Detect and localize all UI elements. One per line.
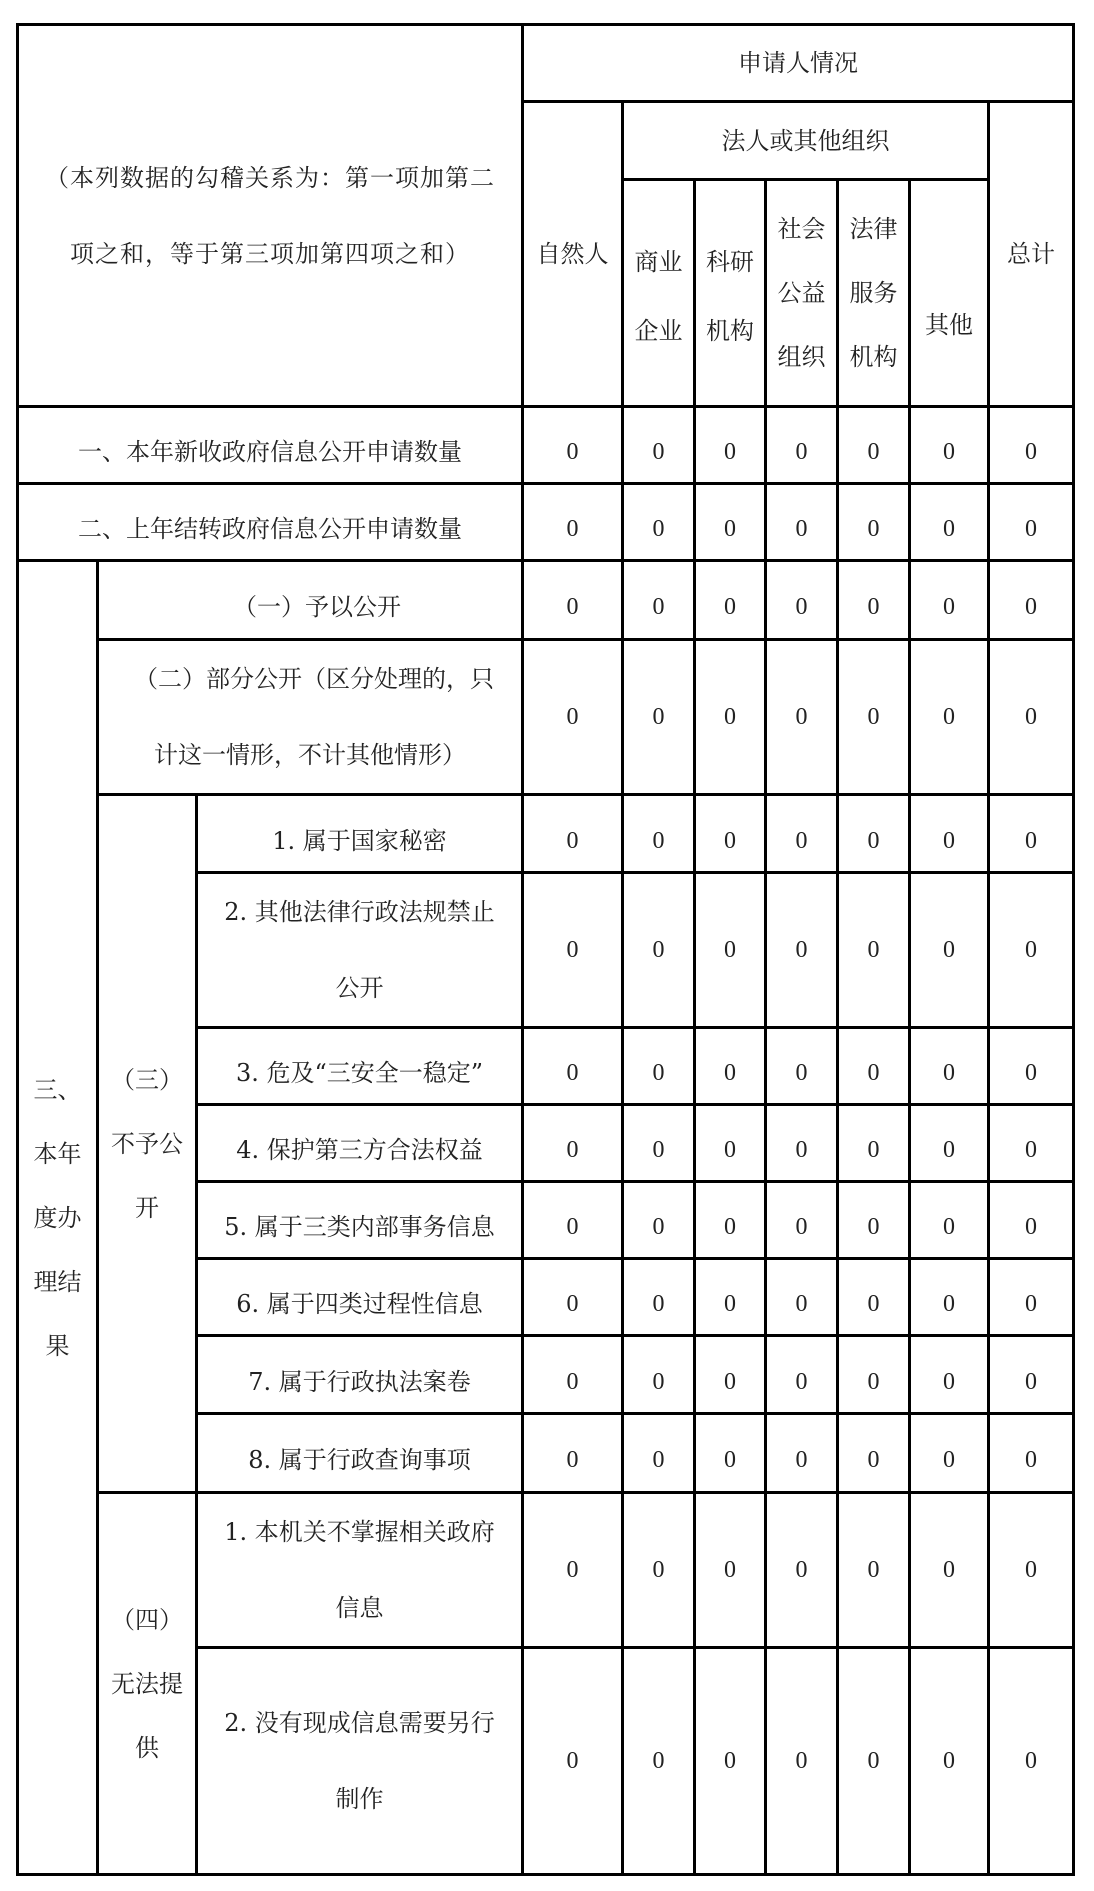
- cell-natural-person: 0: [523, 640, 623, 795]
- cell-natural-person: 0: [523, 795, 623, 873]
- row-label-admin-inquiry: 8. 属于行政查询事项: [197, 1414, 523, 1493]
- cell-research: 0: [695, 1028, 766, 1105]
- cell-legal-service: 0: [838, 1259, 910, 1336]
- header-applicant-situation: 申请人情况: [523, 25, 1074, 102]
- row-label-not-held: 1. 本机关不掌握相关政府 信息: [197, 1493, 523, 1648]
- cell-research: 0: [695, 1259, 766, 1336]
- cell-other: 0: [910, 1648, 989, 1875]
- cell-commercial: 0: [623, 1336, 695, 1414]
- table-row: [18, 561, 1074, 640]
- cell-commercial: 0: [623, 407, 695, 484]
- not-disclosed-label: （三） 不予公 开: [98, 795, 197, 1493]
- cell-commercial: 0: [623, 1493, 695, 1648]
- cell-total: 0: [989, 561, 1074, 640]
- cell-research: 0: [695, 1493, 766, 1648]
- cell-legal-service: 0: [838, 407, 910, 484]
- cell-social-welfare: 0: [766, 1105, 838, 1182]
- checksum-note: [18, 25, 523, 407]
- cell-research: 0: [695, 1336, 766, 1414]
- cell-research: 0: [695, 1648, 766, 1875]
- cell-other: 0: [910, 1336, 989, 1414]
- note-line-1: （本列数据的勾稽关系为：第一项加第二: [45, 163, 495, 192]
- cell-other: 0: [910, 873, 989, 1028]
- table-row: [18, 795, 1074, 873]
- cell-total: 0: [989, 407, 1074, 484]
- cell-legal-service: 0: [838, 1414, 910, 1493]
- cell-legal-service: 0: [838, 1336, 910, 1414]
- row-label-state-secret: 1. 属于国家秘密: [197, 795, 523, 873]
- row-label-disclosed: （一）予以公开: [98, 561, 523, 640]
- cell-research: 0: [695, 1105, 766, 1182]
- cell-commercial: 0: [623, 1648, 695, 1875]
- cell-total: 0: [989, 640, 1074, 795]
- cell-social-welfare: 0: [766, 1648, 838, 1875]
- cell-total: 0: [989, 1182, 1074, 1259]
- cell-legal-service: 0: [838, 1493, 910, 1648]
- gov-info-disclosure-table: [16, 23, 1075, 1876]
- cell-research: 0: [695, 1414, 766, 1493]
- cell-other: 0: [910, 1105, 989, 1182]
- cell-commercial: 0: [623, 795, 695, 873]
- header-total: 总计: [989, 102, 1074, 407]
- cell-legal-service: 0: [838, 873, 910, 1028]
- cell-legal-service: 0: [838, 484, 910, 561]
- table-row: [18, 1493, 1074, 1648]
- row-label-new-requests: 一、本年新收政府信息公开申请数量: [18, 407, 523, 484]
- cell-social-welfare: 0: [766, 640, 838, 795]
- row-label-internal-affairs: 5. 属于三类内部事务信息: [197, 1182, 523, 1259]
- cell-research: 0: [695, 795, 766, 873]
- cell-legal-service: 0: [838, 1182, 910, 1259]
- cell-natural-person: 0: [523, 1336, 623, 1414]
- cell-other: 0: [910, 484, 989, 561]
- row-label-needs-new-production: 2. 没有现成信息需要另行 制作: [197, 1648, 523, 1875]
- cell-other: 0: [910, 407, 989, 484]
- cell-natural-person: 0: [523, 1648, 623, 1875]
- cell-legal-service: 0: [838, 1028, 910, 1105]
- cell-social-welfare: 0: [766, 1259, 838, 1336]
- cell-research: 0: [695, 873, 766, 1028]
- row-label-third-party-rights: 4. 保护第三方合法权益: [197, 1105, 523, 1182]
- cell-legal-service: 0: [838, 561, 910, 640]
- cell-commercial: 0: [623, 1182, 695, 1259]
- cell-natural-person: 0: [523, 1182, 623, 1259]
- cell-research: 0: [695, 561, 766, 640]
- cell-commercial: 0: [623, 1414, 695, 1493]
- cell-total: 0: [989, 1414, 1074, 1493]
- cell-social-welfare: 0: [766, 1336, 838, 1414]
- cell-legal-service: 0: [838, 1648, 910, 1875]
- header-other: 其他: [910, 180, 989, 407]
- cell-natural-person: 0: [523, 561, 623, 640]
- header-social-welfare-org: 社会 公益 组织: [766, 180, 838, 407]
- row-label-carried-over: 二、上年结转政府信息公开申请数量: [18, 484, 523, 561]
- cell-total: 0: [989, 484, 1074, 561]
- section3-label: 三、 本年 度办 理结 果: [18, 561, 98, 1875]
- cell-total: 0: [989, 1493, 1074, 1648]
- cell-natural-person: 0: [523, 1414, 623, 1493]
- cell-commercial: 0: [623, 484, 695, 561]
- cell-legal-service: 0: [838, 1105, 910, 1182]
- cell-natural-person: 0: [523, 407, 623, 484]
- cell-other: 0: [910, 795, 989, 873]
- cell-total: 0: [989, 1336, 1074, 1414]
- cell-other: 0: [910, 1493, 989, 1648]
- cell-social-welfare: 0: [766, 1182, 838, 1259]
- cell-other: 0: [910, 1182, 989, 1259]
- cell-natural-person: 0: [523, 1028, 623, 1105]
- cell-other: 0: [910, 640, 989, 795]
- cell-commercial: 0: [623, 1105, 695, 1182]
- row-label-process-info: 6. 属于四类过程性信息: [197, 1259, 523, 1336]
- cell-natural-person: 0: [523, 484, 623, 561]
- cell-commercial: 0: [623, 640, 695, 795]
- note-line-2: 项之和，等于第三项加第四项之和）: [70, 239, 470, 268]
- cell-total: 0: [989, 873, 1074, 1028]
- cell-commercial: 0: [623, 1028, 695, 1105]
- cell-total: 0: [989, 1105, 1074, 1182]
- cell-research: 0: [695, 1182, 766, 1259]
- cell-research: 0: [695, 640, 766, 795]
- cell-other: 0: [910, 1259, 989, 1336]
- table-row: [18, 484, 1074, 561]
- cell-social-welfare: 0: [766, 1493, 838, 1648]
- cell-research: 0: [695, 407, 766, 484]
- header-legal-or-other-org: 法人或其他组织: [623, 102, 989, 180]
- cell-other: 0: [910, 1414, 989, 1493]
- cell-natural-person: 0: [523, 873, 623, 1028]
- cell-social-welfare: 0: [766, 561, 838, 640]
- cell-other: 0: [910, 1028, 989, 1105]
- cell-natural-person: 0: [523, 1259, 623, 1336]
- table-row: [18, 407, 1074, 484]
- row-label-three-security-one-stability: 3. 危及“三安全一稳定”: [197, 1028, 523, 1105]
- cell-social-welfare: 0: [766, 1028, 838, 1105]
- cell-research: 0: [695, 484, 766, 561]
- cell-total: 0: [989, 1028, 1074, 1105]
- cell-social-welfare: 0: [766, 484, 838, 561]
- row-label-prohibited-by-law: 2. 其他法律行政法规禁止 公开: [197, 873, 523, 1028]
- cell-social-welfare: 0: [766, 795, 838, 873]
- header-natural-person: 自然人: [523, 102, 623, 407]
- cell-total: 0: [989, 1259, 1074, 1336]
- cell-social-welfare: 0: [766, 1414, 838, 1493]
- cell-social-welfare: 0: [766, 873, 838, 1028]
- table-row: [18, 640, 1074, 795]
- cell-natural-person: 0: [523, 1105, 623, 1182]
- cell-total: 0: [989, 1648, 1074, 1875]
- header-commercial-enterprise: 商业 企业: [623, 180, 695, 407]
- row-label-enforcement-files: 7. 属于行政执法案卷: [197, 1336, 523, 1414]
- cell-commercial: 0: [623, 873, 695, 1028]
- cell-other: 0: [910, 561, 989, 640]
- cell-social-welfare: 0: [766, 407, 838, 484]
- row-label-partially-disclosed: （二）部分公开（区分处理的，只 计这一情形，不计其他情形）: [98, 640, 523, 795]
- cell-commercial: 0: [623, 561, 695, 640]
- unable-to-provide-label: （四） 无法提 供: [98, 1493, 197, 1875]
- header-research-institution: 科研 机构: [695, 180, 766, 407]
- cell-natural-person: 0: [523, 1493, 623, 1648]
- cell-legal-service: 0: [838, 795, 910, 873]
- cell-legal-service: 0: [838, 640, 910, 795]
- cell-commercial: 0: [623, 1259, 695, 1336]
- cell-total: 0: [989, 795, 1074, 873]
- header-legal-service-org: 法律 服务 机构: [838, 180, 910, 407]
